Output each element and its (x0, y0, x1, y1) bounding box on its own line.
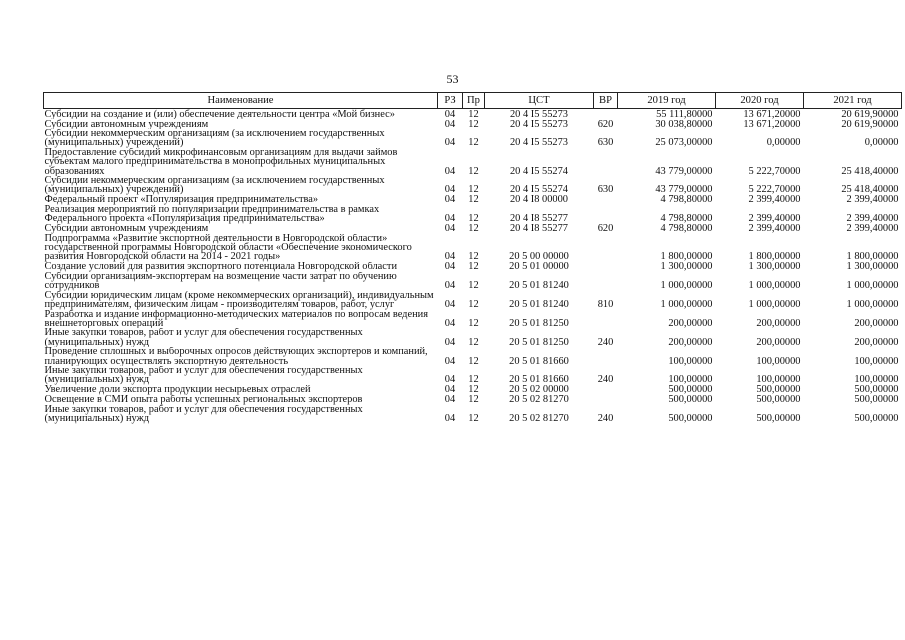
cell-name: Реализация мероприятий по популяризации предпринимательства в рамках Федерального проекта «Популяризация предпринимательства» (44, 204, 380, 224)
cell-name: Иные закупки товаров, работ и услуг для обеспечения государственных (муниципальных) нужд (44, 404, 363, 424)
cell-2019: 1 000,00000 (660, 299, 713, 310)
cell-cst: 20 5 01 81250 (509, 336, 569, 348)
cell-2020: 1 000,00000 (748, 280, 801, 291)
cell-2019: 100,00000 (668, 374, 713, 385)
cell-rz: 04 (444, 299, 456, 310)
cell-2019: 500,00000 (668, 394, 713, 405)
cell-2020: 200,00000 (756, 317, 801, 329)
table-row (44, 262, 902, 272)
cell-pr: 12 (468, 194, 479, 205)
cell-cst: 20 5 01 81240 (509, 280, 569, 291)
cell-name: Предоставление субсидий микрофинансовым организациям для выдачи займов субъектам малого предпринимательства в монопрофильных муниципальных образованиях (44, 147, 398, 177)
cell-2020: 2 399,40000 (748, 213, 801, 224)
cell-2019: 200,00000 (668, 336, 713, 348)
cell-2019: 1 300,00000 (660, 261, 713, 272)
cell-2021: 1 800,00000 (846, 251, 899, 262)
cell-cst: 20 4 I5 55274 (509, 165, 568, 177)
cell-name: Увеличение доли экспорта продукции несырьевых отраслей (44, 384, 311, 395)
cell-2019: 43 779,00000 (655, 184, 713, 195)
cell-pr: 12 (468, 137, 479, 148)
cell-2020: 13 671,20000 (743, 119, 801, 129)
cell-pr: 12 (468, 251, 479, 262)
cell-2021: 500,00000 (854, 413, 899, 424)
cell-vr: 240 (597, 336, 614, 348)
cell-name: Субсидии автономным учреждениям (44, 223, 209, 234)
cell-vr: 240 (597, 413, 614, 424)
cell-rz: 04 (444, 261, 456, 272)
cell-rz: 04 (444, 317, 456, 329)
cell-cst: 20 4 I5 55274 (509, 184, 568, 195)
cell-vr (594, 109, 618, 120)
cell-2021: 200,00000 (854, 336, 899, 348)
cell-pr: 12 (468, 261, 479, 272)
table-row (44, 347, 902, 366)
table-row (44, 310, 902, 329)
cell-name: Субсидии на создание и (или) обеспечение деятельности центра «Мой бизнес» (44, 108, 395, 119)
cell-cst: 20 4 I5 55273 (509, 108, 568, 119)
table-row (44, 272, 902, 291)
cell-2021: 0,00000 (864, 137, 899, 148)
cell-2019: 30 038,80000 (655, 119, 713, 129)
cell-cst: 20 5 00 00000 (509, 251, 569, 262)
header-2021: 2021 год (804, 93, 902, 109)
cell-2019: 100,00000 (668, 355, 713, 366)
cell-pr: 12 (468, 213, 479, 224)
cell-vr: 630 (597, 137, 614, 148)
cell-2021: 2 399,40000 (846, 223, 899, 234)
cell-cst: 20 5 01 81250 (509, 317, 569, 329)
table-row (44, 195, 902, 205)
cell-2021: 1 300,00000 (846, 261, 899, 272)
cell-rz: 04 (444, 108, 456, 119)
cell-pr: 12 (468, 184, 479, 195)
cell-rz: 04 (444, 251, 456, 262)
cell-2020: 5 222,70000 (748, 165, 801, 177)
cell-2021: 100,00000 (854, 374, 899, 385)
cell-cst: 20 4 I5 55273 (509, 119, 568, 129)
cell-vr (594, 205, 618, 224)
table-row (44, 395, 902, 405)
table-row (44, 109, 902, 120)
budget-table (43, 92, 902, 424)
cell-name: Субсидии организациям-экспортерам на возмещение части затрат по обучению сотрудников (44, 271, 397, 291)
table-row (44, 148, 902, 176)
cell-rz: 04 (444, 165, 456, 177)
cell-cst: 20 4 I5 55273 (509, 137, 568, 148)
cell-pr: 12 (468, 413, 479, 424)
cell-name: Подпрограмма «Развитие экспортной деятельности в Новгородской области» государственной программы Новгородской области «Обеспечение экономического развития Новгородской области на 2014 - 2021 годы» (44, 233, 412, 262)
cell-name: Проведение сплошных и выборочных опросов действующих экспортеров и компаний, планирующих осуществлять экспортную деятельность (44, 347, 428, 366)
cell-2019: 25 073,00000 (655, 137, 713, 148)
cell-2020: 0,00000 (766, 137, 801, 148)
cell-vr (594, 272, 618, 291)
cell-2019: 200,00000 (668, 317, 713, 329)
cell-pr: 12 (468, 119, 479, 129)
cell-vr: 630 (597, 184, 614, 195)
cell-2020: 13 671,20000 (743, 108, 801, 119)
cell-cst: 20 5 01 81660 (509, 374, 569, 385)
table-row (44, 176, 902, 195)
cell-2019: 500,00000 (668, 413, 713, 424)
cell-pr: 12 (468, 299, 479, 310)
cell-rz: 04 (444, 137, 456, 148)
cell-name: Субсидии юридическим лицам (кроме некоммерческих организаций), индивидуальным предпринимателям, физическим лицам - производителям товаров, работ, услуг (44, 290, 434, 310)
cell-pr: 12 (468, 223, 479, 234)
cell-2020: 100,00000 (756, 374, 801, 385)
cell-cst: 20 5 01 81240 (509, 299, 569, 310)
cell-cst: 20 5 02 00000 (509, 384, 569, 395)
cell-cst: 20 4 I8 00000 (509, 194, 568, 205)
cell-2021: 500,00000 (854, 384, 899, 395)
page-number: 53 (446, 72, 459, 86)
cell-vr (594, 395, 618, 405)
cell-2021: 500,00000 (854, 394, 899, 405)
cell-2020: 5 222,70000 (748, 184, 801, 195)
cell-vr (594, 385, 618, 395)
cell-2020: 2 399,40000 (748, 223, 801, 234)
header-pr: Пр (463, 93, 485, 109)
cell-rz: 04 (444, 384, 456, 395)
table-header-row (44, 93, 902, 109)
cell-rz: 04 (444, 194, 456, 205)
cell-2019: 4 798,80000 (660, 194, 713, 205)
cell-2020: 2 399,40000 (748, 194, 801, 205)
cell-2021: 100,00000 (854, 355, 899, 366)
cell-pr: 12 (468, 317, 479, 329)
cell-2020: 500,00000 (756, 394, 801, 405)
cell-pr: 12 (468, 280, 479, 291)
cell-rz: 04 (444, 280, 456, 291)
cell-2020: 1 000,00000 (748, 299, 801, 310)
cell-name: Субсидии автономным учреждениям (44, 119, 209, 129)
cell-name: Субсидии некоммерческим организациям (за исключением государственных (муниципальных) учреждений) (44, 176, 385, 195)
cell-name: Разработка и издание информационно-методических материалов по вопросам ведения внешнеторговых операций (44, 309, 428, 329)
header-2020: 2020 год (716, 93, 804, 109)
cell-name: Освещение в СМИ опыта работы успешных региональных экспортеров (44, 394, 363, 405)
cell-2021: 25 418,40000 (841, 165, 899, 177)
table-row (44, 385, 902, 395)
header-2019: 2019 год (618, 93, 716, 109)
table-row (44, 405, 902, 424)
table-row (44, 205, 902, 224)
cell-pr: 12 (468, 374, 479, 385)
table-body (44, 109, 902, 424)
cell-2019: 4 798,80000 (660, 213, 713, 224)
cell-rz: 04 (444, 223, 456, 234)
cell-2020: 500,00000 (756, 384, 801, 395)
cell-2021: 20 619,90000 (841, 108, 899, 119)
cell-2021: 1 000,00000 (846, 280, 899, 291)
cell-2019: 500,00000 (668, 384, 713, 395)
cell-2019: 1 000,00000 (660, 280, 713, 291)
cell-2021: 20 619,90000 (841, 119, 899, 129)
cell-cst: 20 5 02 81270 (509, 394, 569, 405)
cell-rz: 04 (444, 355, 456, 366)
cell-2020: 500,00000 (756, 413, 801, 424)
cell-2019: 4 798,80000 (660, 223, 713, 234)
cell-pr: 12 (468, 394, 479, 405)
cell-pr: 12 (468, 355, 479, 366)
table-row (44, 366, 902, 385)
cell-name: Иные закупки товаров, работ и услуг для обеспечения государственных (муниципальных) нужд (44, 328, 363, 348)
cell-pr: 12 (468, 384, 479, 395)
table-row (44, 234, 902, 262)
cell-rz: 04 (444, 184, 456, 195)
cell-pr: 12 (468, 165, 479, 177)
cell-2020: 100,00000 (756, 355, 801, 366)
cell-rz: 04 (444, 336, 456, 348)
header-rz: РЗ (438, 93, 463, 109)
cell-vr: 620 (597, 119, 614, 129)
cell-2021: 2 399,40000 (846, 194, 899, 205)
cell-cst: 20 5 02 81270 (509, 413, 569, 424)
cell-vr (594, 347, 618, 366)
header-name: Наименование (44, 93, 438, 109)
cell-vr: 240 (597, 374, 614, 385)
cell-vr (594, 234, 618, 262)
cell-2020: 1 300,00000 (748, 261, 801, 272)
header-vr: ВР (594, 93, 618, 109)
table-row (44, 291, 902, 310)
cell-rz: 04 (444, 119, 456, 129)
cell-rz: 04 (444, 374, 456, 385)
cell-name: Создание условий для развития экспортного потенциала Новгородской области (44, 261, 398, 272)
cell-vr: 810 (597, 299, 614, 310)
cell-pr: 12 (468, 336, 479, 348)
cell-cst: 20 5 01 00000 (509, 261, 569, 272)
cell-cst: 20 4 I8 55277 (509, 213, 568, 224)
table-row (44, 328, 902, 347)
cell-name: Иные закупки товаров, работ и услуг для обеспечения государственных (муниципальных) нужд (44, 365, 363, 385)
cell-2020: 1 800,00000 (748, 251, 801, 262)
cell-vr (594, 310, 618, 329)
cell-rz: 04 (444, 413, 456, 424)
cell-2019: 43 779,00000 (655, 165, 713, 177)
cell-2021: 2 399,40000 (846, 213, 899, 224)
cell-pr: 12 (468, 108, 479, 119)
cell-rz: 04 (444, 394, 456, 405)
cell-2019: 1 800,00000 (660, 251, 713, 262)
cell-vr (594, 262, 618, 272)
cell-2021: 25 418,40000 (841, 184, 899, 195)
cell-cst: 20 5 01 81660 (509, 355, 569, 366)
cell-2020: 200,00000 (756, 336, 801, 348)
cell-2021: 1 000,00000 (846, 299, 899, 310)
table-row (44, 119, 902, 129)
header-cst: ЦСТ (485, 93, 594, 109)
table-row (44, 224, 902, 234)
cell-vr (594, 148, 618, 176)
cell-2021: 200,00000 (854, 317, 899, 329)
table-row (44, 129, 902, 148)
cell-name: Субсидии некоммерческим организациям (за исключением государственных (муниципальных) учреждений) (44, 129, 385, 148)
cell-rz: 04 (444, 213, 456, 224)
cell-cst: 20 4 I8 55277 (509, 223, 568, 234)
cell-vr (594, 195, 618, 205)
cell-vr: 620 (597, 223, 614, 234)
cell-2019: 55 111,80000 (656, 108, 713, 119)
cell-name: Федеральный проект «Популяризация предпринимательства» (44, 194, 319, 205)
